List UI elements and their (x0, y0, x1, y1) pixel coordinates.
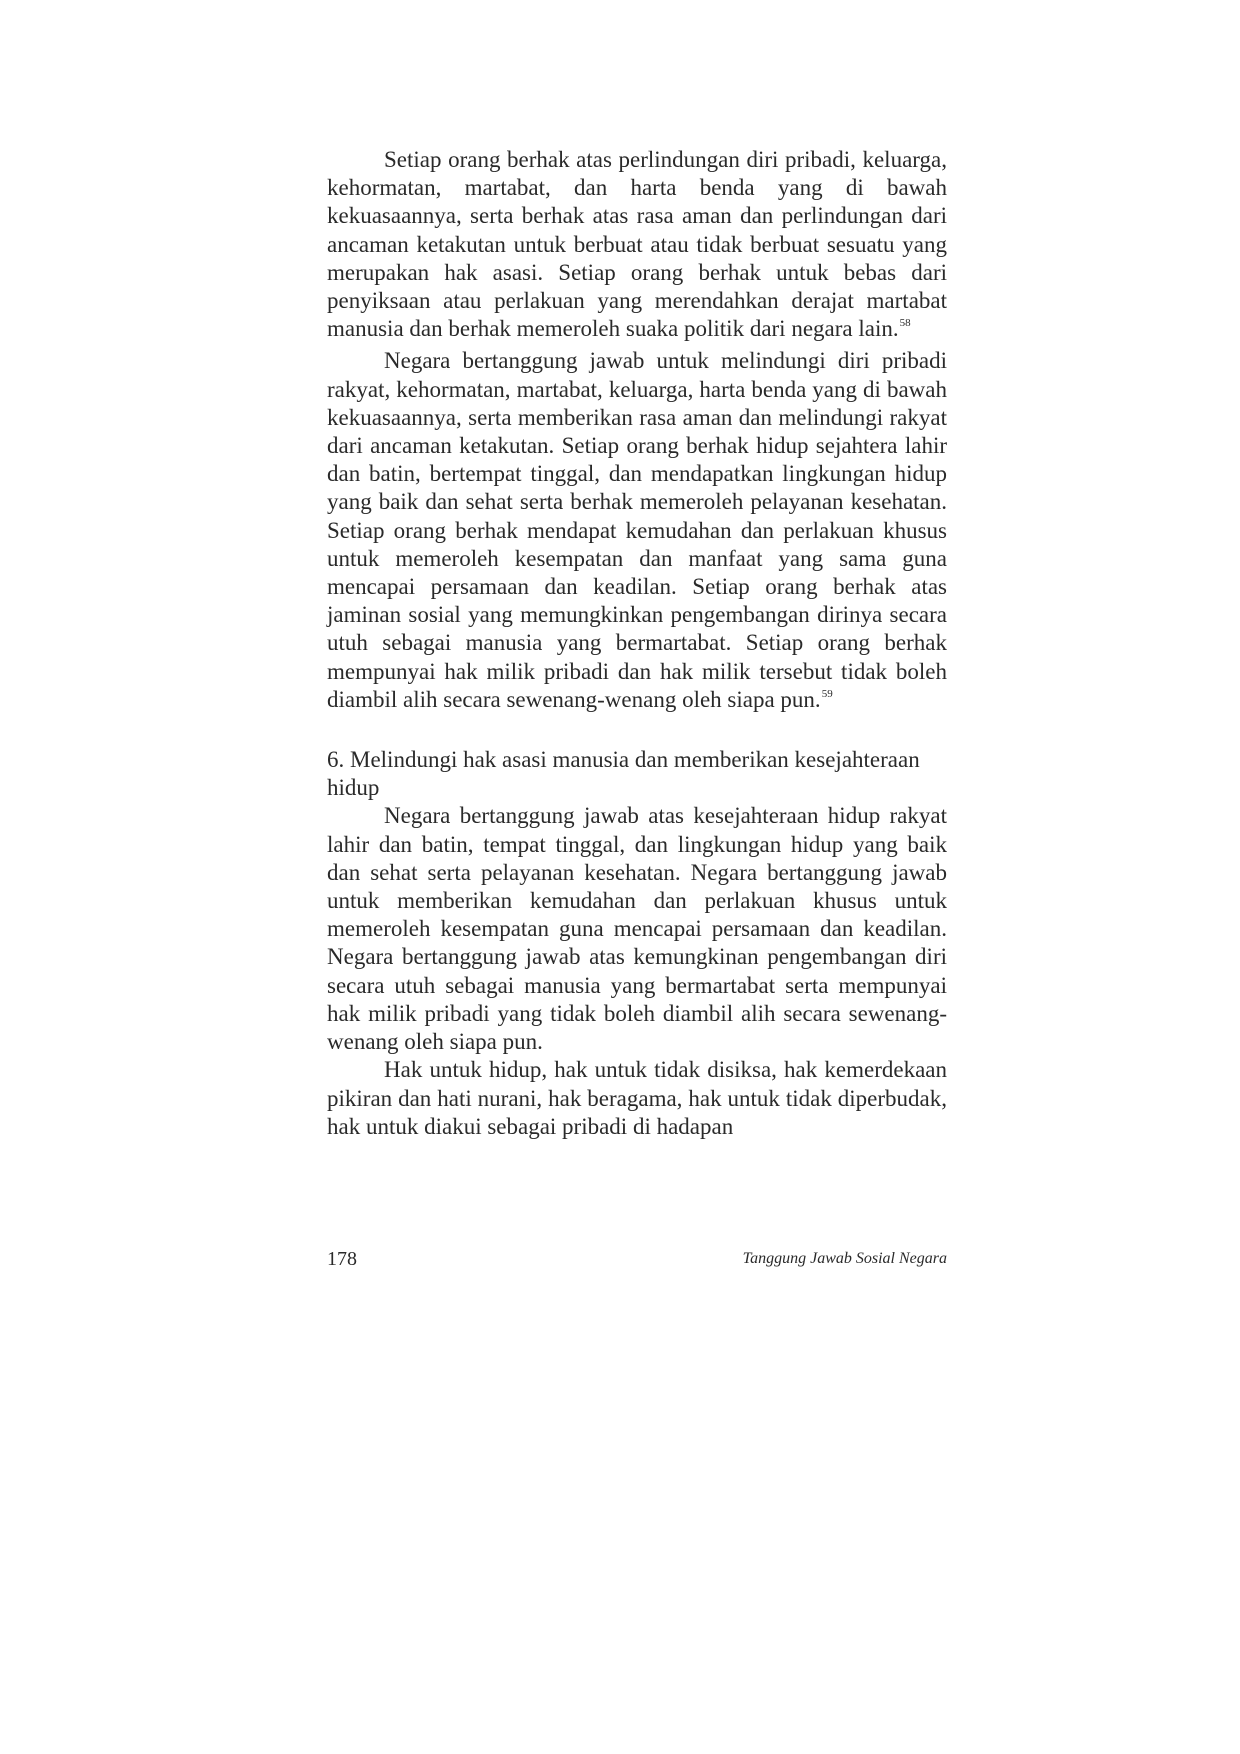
paragraph-state-welfare: Negara bertanggung jawab atas kesejahteraan hidup rakyat lahir dan batin, tempat tinggal, dan lingkungan hidup yang baik dan sehat serta pelayanan kesehatan. Negara bertanggung jawab untuk memberikan kemudahan dan perlakuan khusus untuk memeroleh kesempatan guna mencapai persamaan dan keadilan. Negara bertanggung jawab atas kemungkinan pengembangan diri secara utuh sebagai manusia yang bermartabat serta mempunyai hak milik pribadi yang tidak boleh diambil alih secara sewenang-wenang oleh siapa pun. (327, 803, 947, 1055)
paragraph-basic-rights: Hak untuk hidup, hak untuk tidak disiksa, hak kemerdekaan pikiran dan hati nurani, hak beragama, hak untuk tidak diperbudak, hak untuk diakui sebagai pribadi di hadapan (327, 1057, 947, 1139)
paragraph-protection-rights: Setiap orang berhak atas perlindungan diri pribadi, keluarga, kehormatan, martabat, dan harta benda yang di bawah kekuasaannya, serta berhak atas rasa aman dan perlindungan dari ancaman ketakutan untuk berbuat atau tidak berbuat sesuatu yang merupakan hak asasi. Setiap orang berhak untuk bebas dari penyiksaan atau perlakuan yang merendahkan derajat martabat manusia dan berhak memeroleh suaka politik dari negara lain.$^{58}$ (327, 147, 947, 342)
footnote-marker: 58 (899, 317, 911, 330)
section-heading: 6. Melindungi hak asasi manusia dan memberikan kesejahteraan hidup (327, 747, 920, 801)
running-title: Tanggung Jawab Sosial Negara (742, 1250, 947, 1267)
page-number: 178 (327, 1248, 357, 1270)
body-text (327, 146, 947, 1141)
footnote-marker: 59 (821, 687, 833, 700)
paragraph-state-responsibility: Negara bertanggung jawab untuk melindungi diri pribadi rakyat, kehormatan, martabat, keluarga, harta benda yang di bawah kekuasaannya, serta memberikan rasa aman dan melindungi rakyat dari ancaman ketakutan. Setiap orang berhak hidup sejahtera lahir dan batin, bertempat tinggal, dan mendapatkan lingkungan hidup yang baik dan sehat serta berhak memeroleh pelayanan kesehatan. Setiap orang berhak mendapat kemudahan dan perlakuan khusus untuk memeroleh kesempatan dan manfaat yang sama guna mencapai persamaan dan keadilan. Setiap orang berhak atas jaminan sosial yang memungkinkan pengembangan dirinya secara utuh sebagai manusia yang bermartabat. Setiap orang berhak mempunyai hak milik pribadi dan hak milik tersebut tidak boleh diambil alih secara sewenang-wenang oleh siapa pun.$^{59}$ (327, 348, 947, 712)
